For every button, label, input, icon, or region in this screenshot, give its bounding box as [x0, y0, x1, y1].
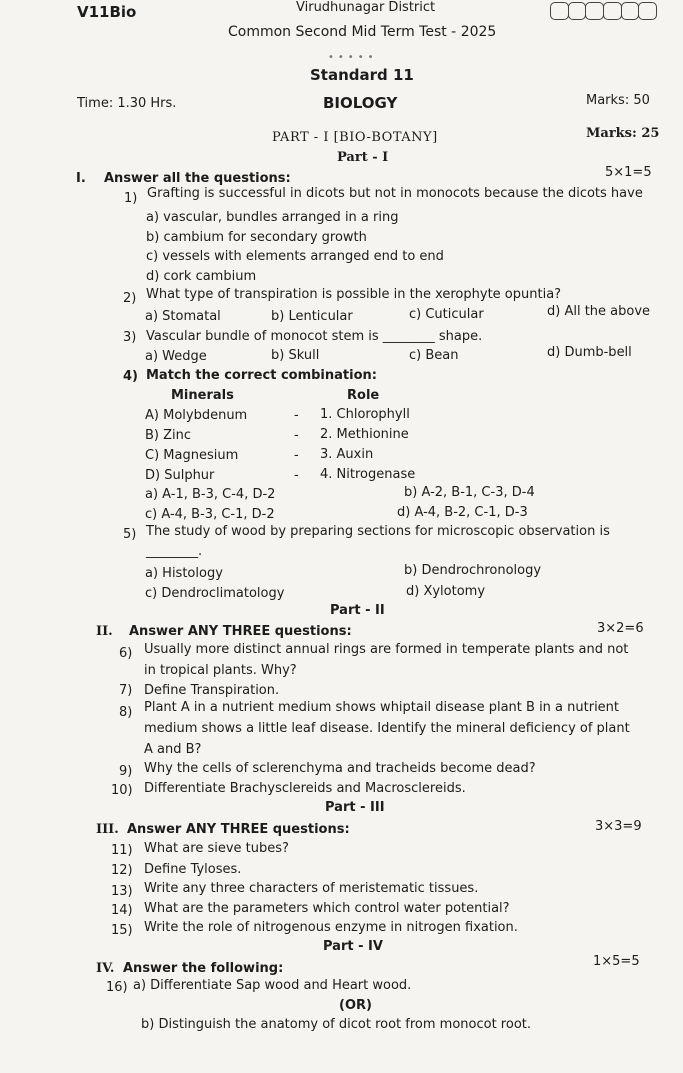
q9-text: Why the cells of sclerenchyma and tracheids become dead?	[144, 761, 536, 776]
q2-option-a: a) Stomatal	[145, 309, 221, 324]
q9-number: 9)	[119, 764, 133, 779]
q1-option-c: c) vessels with elements arranged end to end	[146, 249, 444, 264]
q1-number: 1)	[124, 191, 138, 206]
q4-row-role: 4. Nitrogenase	[320, 467, 416, 482]
q4-row-mineral: C) Magnesium	[145, 448, 239, 463]
q1-option-a: a) vascular, bundles arranged in a ring	[146, 210, 399, 225]
paper-code: V11Bio	[77, 3, 137, 21]
q2-number: 2)	[123, 291, 137, 306]
part-title: PART - I [BIO-BOTANY]	[272, 130, 438, 145]
q8-text-line3: A and B?	[144, 742, 202, 757]
subject-title: BIOLOGY	[323, 94, 398, 112]
q14-text: What are the parameters which control water potential?	[144, 901, 510, 916]
q2-text: What type of transpiration is possible in the xerophyte opuntia?	[146, 287, 562, 302]
q10-number: 10)	[111, 783, 133, 798]
q16-number: 16)	[106, 980, 128, 995]
standard-title: Standard 11	[310, 66, 414, 84]
q4-row-dash: -	[294, 448, 299, 463]
q4-number: 4)	[123, 369, 138, 384]
section-ii-marks: 3×2=6	[597, 621, 644, 636]
time-label: Time: 1.30 Hrs.	[77, 96, 177, 111]
q4-option-a: a) A-1, B-3, C-4, D-2	[145, 487, 276, 502]
register-number-boxes	[550, 2, 656, 20]
q12-text: Define Tyloses.	[144, 862, 242, 877]
q2-option-b: b) Lenticular	[271, 309, 353, 324]
section-iii-marks: 3×3=9	[595, 819, 642, 834]
section-i-instruction: Answer all the questions:	[104, 171, 291, 186]
exam-title: Common Second Mid Term Test - 2025	[228, 24, 497, 40]
q7-number: 7)	[119, 683, 133, 698]
decorative-dots: •••••	[328, 52, 378, 63]
section-i-marks: 5×1=5	[605, 165, 652, 180]
q8-text-line1: Plant A in a nutrient medium shows whiptail disease plant B in a nutrient	[144, 700, 620, 715]
q15-text: Write the role of nitrogenous enzyme in nitrogen fixation.	[144, 920, 518, 935]
q1-option-b: b) cambium for secondary growth	[146, 230, 367, 245]
q8-text-line2: medium shows a little leaf disease. Identify the mineral deficiency of plant	[144, 721, 630, 736]
q4-row-role: 3. Auxin	[320, 447, 374, 462]
q3-option-b: b) Skull	[271, 348, 320, 363]
q6-text-line1: Usually more distinct annual rings are formed in temperate plants and not	[144, 642, 629, 657]
section-iii-instruction: Answer ANY THREE questions:	[127, 822, 350, 837]
q15-number: 15)	[111, 923, 133, 938]
q3-option-c: c) Bean	[409, 348, 459, 363]
q1-text: Grafting is successful in dicots but not in monocots because the dicots have	[147, 186, 643, 201]
section-i-roman: I.	[76, 171, 86, 186]
part-iii-heading: Part - III	[325, 800, 385, 815]
q4-minerals-header: Minerals	[171, 388, 234, 403]
q6-text-line2: in tropical plants. Why?	[144, 663, 297, 678]
q3-option-d: d) Dumb-bell	[547, 345, 632, 360]
q4-option-b: b) A-2, B-1, C-3, D-4	[404, 485, 535, 500]
q4-row-mineral: B) Zinc	[145, 428, 192, 443]
q5-number: 5)	[123, 527, 137, 542]
total-marks: Marks: 50	[586, 93, 650, 108]
q16-option-a: a) Differentiate Sap wood and Heart wood.	[133, 978, 412, 993]
q4-row-role: 2. Methionine	[320, 427, 409, 442]
q14-number: 14)	[111, 903, 133, 918]
q13-text: Write any three characters of meristematic tissues.	[144, 881, 479, 896]
q4-row-dash: -	[294, 428, 299, 443]
q4-row-mineral: A) Molybdenum	[145, 408, 248, 423]
q3-number: 3)	[123, 330, 137, 345]
q5-blank: ________.	[146, 544, 203, 559]
part-ii-heading: Part - II	[330, 603, 385, 618]
q4-role-header: Role	[347, 388, 380, 403]
q7-text: Define Transpiration.	[144, 683, 280, 698]
or-label: (OR)	[339, 998, 372, 1013]
q4-row-mineral: D) Sulphur	[145, 468, 215, 483]
q4-row-dash: -	[294, 468, 299, 483]
q12-number: 12)	[111, 863, 133, 878]
section-iv-roman: IV.	[96, 961, 115, 976]
q3-text: Vascular bundle of monocot stem is ________ shape.	[146, 329, 483, 344]
section-iv-instruction: Answer the following:	[123, 961, 284, 976]
q1-option-d: d) cork cambium	[146, 269, 257, 284]
section-iii-roman: III.	[96, 822, 119, 837]
q4-row-role: 1. Chlorophyll	[320, 407, 410, 422]
q11-number: 11)	[111, 843, 133, 858]
q5-option-c: c) Dendroclimatology	[145, 586, 285, 601]
q11-text: What are sieve tubes?	[144, 841, 289, 856]
part-i-heading: Part - I	[337, 150, 389, 165]
q6-number: 6)	[119, 646, 133, 661]
section-iv-marks: 1×5=5	[593, 954, 640, 969]
q10-text: Differentiate Brachysclereids and Macrosclereids.	[144, 781, 466, 796]
q2-option-c: c) Cuticular	[409, 307, 484, 322]
part-iv-heading: Part - IV	[323, 939, 383, 954]
q4-text: Match the correct combination:	[146, 368, 377, 383]
q13-number: 13)	[111, 884, 133, 899]
q16-option-b: b) Distinguish the anatomy of dicot root from monocot root.	[141, 1017, 531, 1032]
q8-number: 8)	[119, 705, 133, 720]
section-ii-instruction: Answer ANY THREE questions:	[129, 624, 352, 639]
section-ii-roman: II.	[96, 624, 113, 639]
q4-row-dash: -	[294, 408, 299, 423]
district-title: Virudhunagar District	[296, 0, 436, 15]
q4-option-c: c) A-4, B-3, C-1, D-2	[145, 507, 275, 522]
q4-option-d: d) A-4, B-2, C-1, D-3	[397, 505, 528, 520]
q3-option-a: a) Wedge	[145, 349, 207, 364]
q2-option-d: d) All the above	[547, 304, 651, 319]
q5-option-b: b) Dendrochronology	[404, 563, 542, 578]
q5-option-a: a) Histology	[145, 566, 223, 581]
part-marks: Marks: 25	[586, 126, 660, 141]
q5-text: The study of wood by preparing sections for microscopic observation is	[146, 524, 610, 539]
q5-option-d: d) Xylotomy	[406, 584, 486, 599]
